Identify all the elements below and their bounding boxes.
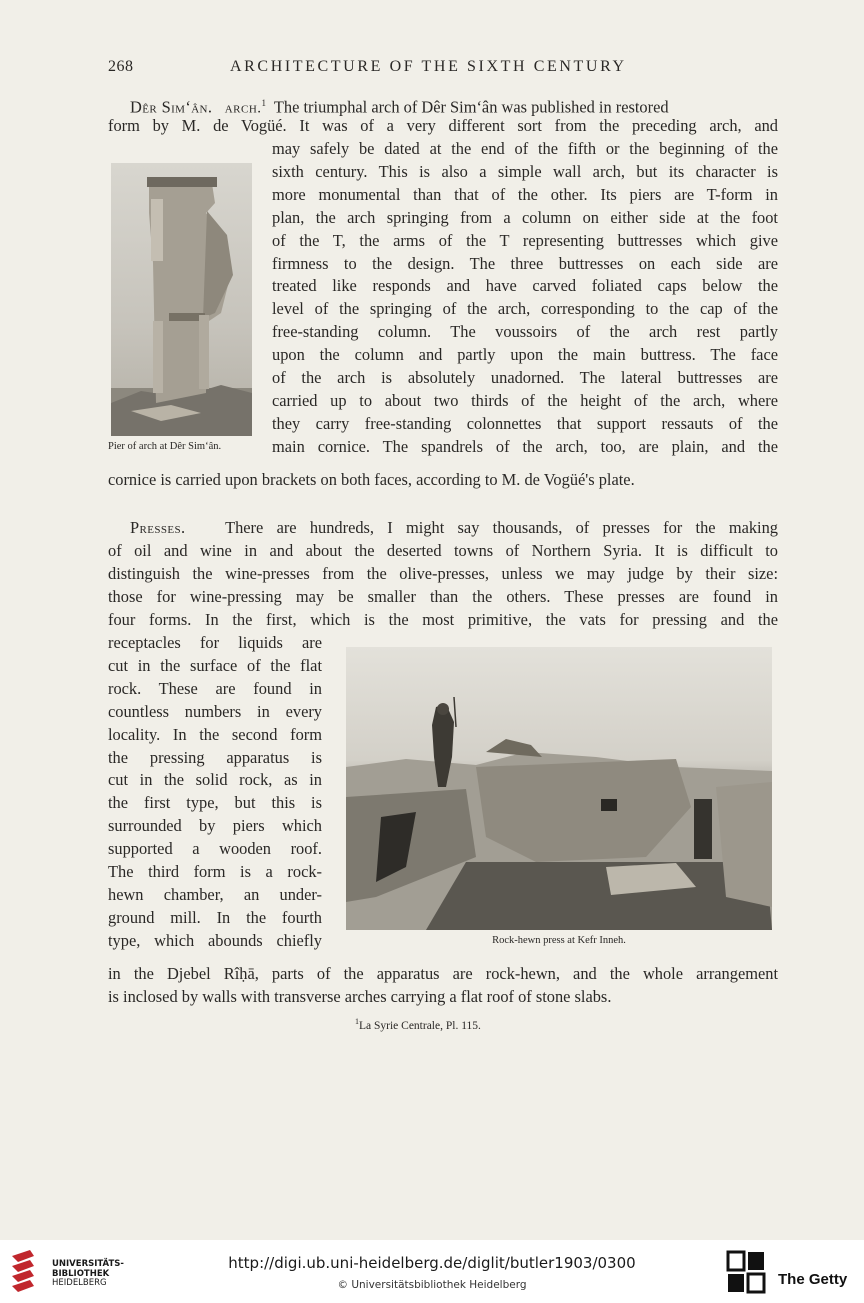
uni-line: UNIVERSITÄTS- xyxy=(52,1259,124,1269)
section2-full-lines xyxy=(108,540,778,632)
getty-logo[interactable] xyxy=(726,1250,856,1294)
text-line: rock. These are found in xyxy=(108,678,322,698)
text-line: upon the column and partly upon the main buttress. The face xyxy=(272,345,778,365)
text-line: four forms. In the first, which is the most primitive, the vats for pressing and the xyxy=(108,609,778,629)
text-line: carried up to about two thirds of the height of the arch, where xyxy=(272,390,778,410)
text-line: of oil and wine in and about the deserted towns of Northern Syria. It is difficult to xyxy=(108,541,778,560)
uni-line: BIBLIOTHEK xyxy=(52,1268,110,1279)
section2-first-line xyxy=(108,517,778,540)
text-line: sixth century. This is also a simple wall arch, but its character is xyxy=(272,161,778,181)
text-line: The third form is a rock- xyxy=(108,862,322,882)
text-line: those for wine-pressing may be smaller than the others. These presses are found in xyxy=(108,586,778,606)
text-line: they carry free-standing colonnettes that support ressauts of the xyxy=(272,413,778,433)
text-line: cornice is carried upon brackets on both faces, according to M. de Vogüé's plate. xyxy=(108,470,635,489)
text-line: locality. In the second form xyxy=(108,724,322,744)
text-line: plan, the arch springing from a column on either side at the foot xyxy=(272,207,778,227)
text-line: supported a wooden roof. xyxy=(108,839,322,859)
section1-subheading: arch. xyxy=(224,100,262,117)
text-line: of the T, the arms of the T representing buttresses which give xyxy=(272,230,778,250)
text-line: distinguish the wine-presses from the olive-presses, unless we may judge by their size: xyxy=(108,563,778,583)
section2-column-text xyxy=(108,632,322,953)
text-line: of the arch is absolutely unadorned. The lateral buttresses are xyxy=(272,368,778,388)
source-url-link[interactable]: http://digi.ub.uni-heidelberg.de/diglit/butler1903/0300 xyxy=(228,1254,636,1272)
footnote-ref: 1 xyxy=(261,98,267,108)
page-header xyxy=(108,58,778,82)
running-title: ARCHITECTURE OF THE SIXTH CENTURY xyxy=(230,58,627,75)
section2-heading: Presses. xyxy=(130,518,186,537)
text-line: receptacles for liquids are xyxy=(108,633,322,652)
footnote-text: La Syrie Centrale, Pl. 115. xyxy=(359,1019,481,1032)
footnote xyxy=(355,1017,481,1032)
text-line: ground mill. In the fourth xyxy=(108,907,322,927)
text-line: surrounded by piers which xyxy=(108,816,322,836)
text-line: The triumphal arch of Dêr Sim‘ân was published in restored xyxy=(273,97,669,117)
text-line: level of the springing of the arch, corresponding to the cap of the xyxy=(272,299,778,319)
text-line: type, which abounds chiefly xyxy=(108,930,322,950)
text-line: main cornice. The spandrels of the arch, too, are plain, and the xyxy=(272,436,778,456)
text-line: form by M. de Vogüé. It was of a very different sort from the preceding arch, and xyxy=(108,116,778,135)
figure-pier-photo xyxy=(111,163,252,436)
section1-heading: Dêr Sim‘ân. xyxy=(130,97,213,117)
text-line: hewn chamber, an under- xyxy=(108,884,322,904)
text-line: cut in the surface of the flat xyxy=(108,655,322,675)
getty-name: The Getty xyxy=(778,1271,848,1288)
page-number: 268 xyxy=(108,58,134,75)
section2-final-lines xyxy=(108,963,778,1009)
text-line: There are hundreds, I might say thousands, of presses for the making xyxy=(225,518,778,537)
text-line: free-standing column. The voussoirs of the arch rest partly xyxy=(272,322,778,342)
figure2-caption: Rock-hewn press at Kefr Inneh. xyxy=(492,935,626,946)
footnote-mark: 1 xyxy=(355,1017,359,1026)
section1-wrapped-text xyxy=(272,138,778,459)
text-line: firmness to the design. The three buttresses on each side are xyxy=(272,253,778,273)
press-illustration xyxy=(346,647,772,930)
text-line: the first type, but this is xyxy=(108,793,322,813)
text-line: in the Djebel Rîḥā, parts of the apparatus are rock-hewn, and the whole arrangement xyxy=(108,964,778,983)
text-line: more monumental than that of the other. Its piers are T-form in xyxy=(272,184,778,204)
figure1-caption: Pier of arch at Dêr Sim‘ân. xyxy=(108,441,222,452)
copyright-notice: © Universitätsbibliothek Heidelberg xyxy=(337,1279,527,1291)
figure-press-photo xyxy=(346,647,772,930)
getty-mark-icon xyxy=(726,1250,768,1294)
text-line: countless numbers in every xyxy=(108,701,322,721)
text-line: cut in the solid rock, as in xyxy=(108,770,322,790)
digitization-footer xyxy=(0,1240,864,1303)
pier-illustration xyxy=(111,163,252,436)
uni-line: HEIDELBERG xyxy=(52,1278,107,1288)
text-line: treated like responds and have carved foliated caps below the xyxy=(272,276,778,296)
text-line: may safely be dated at the end of the fifth or the beginning of the xyxy=(272,139,778,158)
text-line: the pressing apparatus is xyxy=(108,747,322,767)
text-line: is inclosed by walls with transverse arches carrying a flat roof of stone slabs. xyxy=(108,986,612,1006)
